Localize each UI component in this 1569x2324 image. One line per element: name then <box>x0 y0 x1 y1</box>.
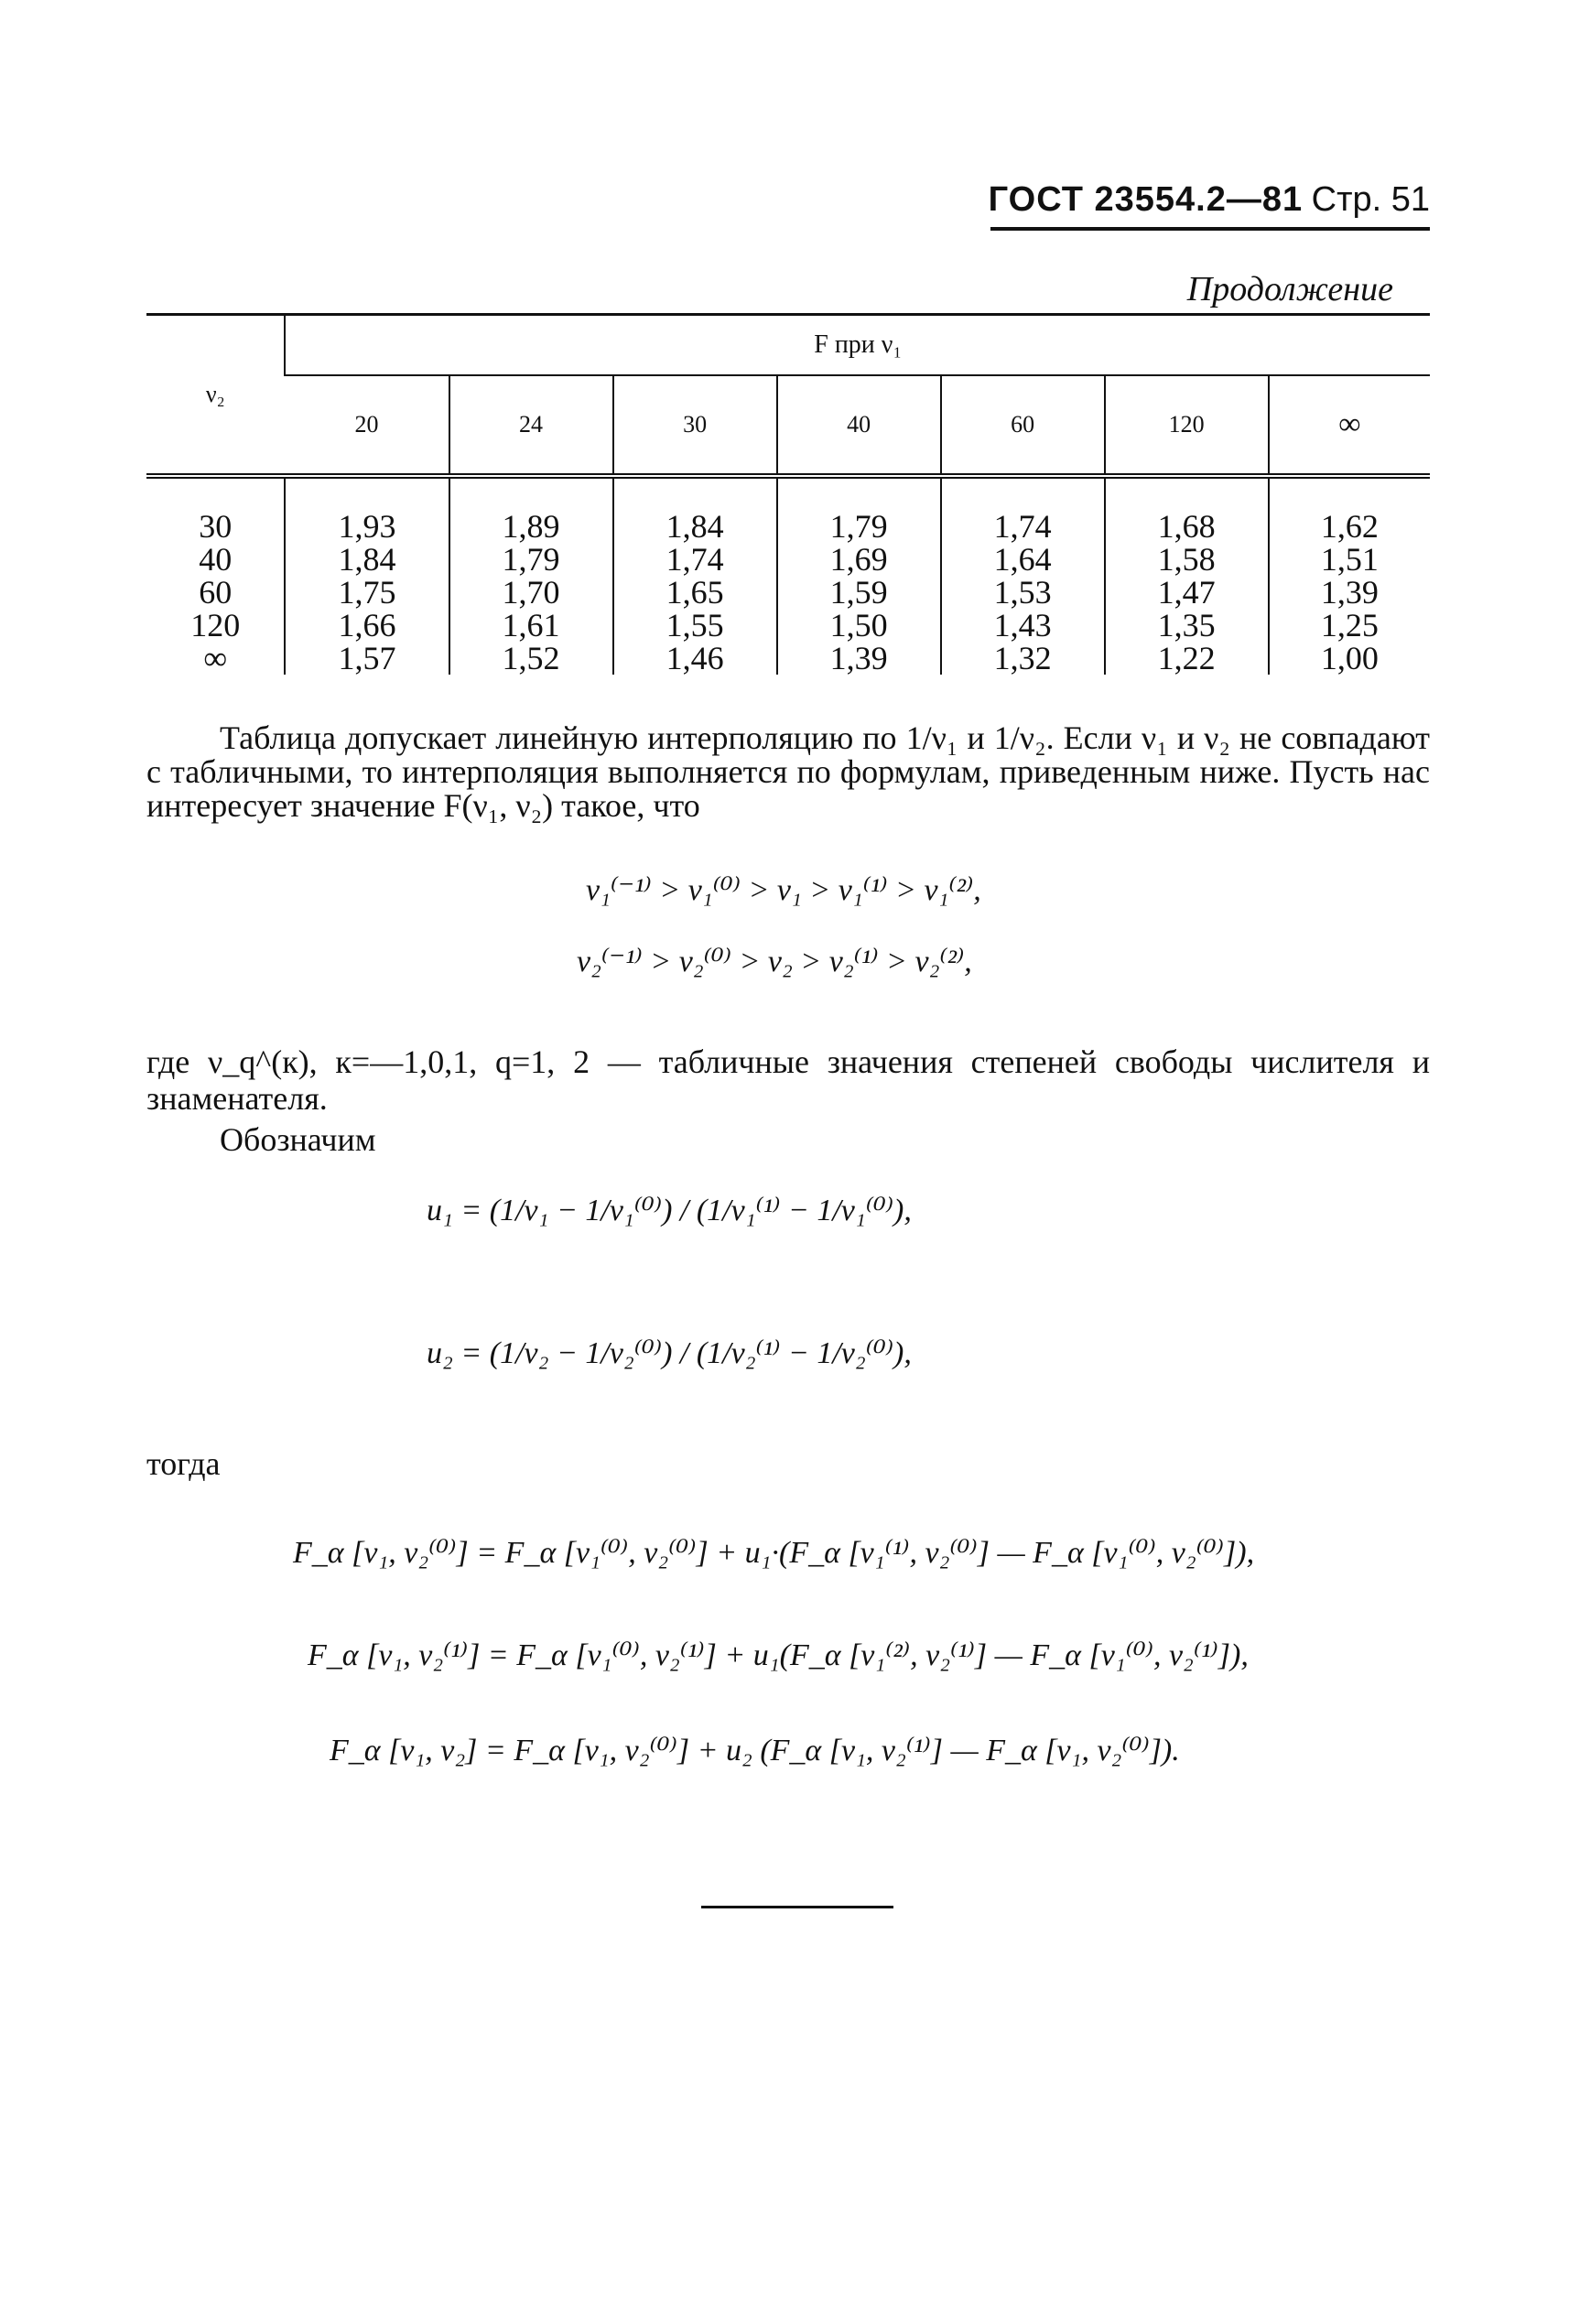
table-cell: 1,58 <box>1105 543 1269 576</box>
formula-f1: F_α [ν₁, ν₂⁽⁰⁾] = F_α [ν₁⁽⁰⁾, ν₂⁽⁰⁾] + u₁·(F_α [ν₁⁽¹⁾, ν₂⁽⁰⁾] — F_α [ν₁⁽⁰⁾, ν₂⁽⁰⁾]), <box>293 1536 1255 1570</box>
table-cell: 1,65 <box>613 576 777 609</box>
table-cell: 1,75 <box>285 576 449 609</box>
table-cell: 1,93 <box>285 476 449 543</box>
table-cell: 1,66 <box>285 609 449 642</box>
page-number: Стр. 51 <box>1311 180 1430 219</box>
group-header: F при ν₁ <box>285 315 1430 376</box>
table-row <box>146 543 1430 576</box>
inequality-nu1: ν₁⁽⁻¹⁾ > ν₁⁽⁰⁾ > ν₁ > ν₁⁽¹⁾ > ν₁⁽²⁾, <box>586 873 981 907</box>
table-cell: 1,89 <box>449 476 613 543</box>
column-header: 120 <box>1105 375 1269 476</box>
table-cell: 1,68 <box>1105 476 1269 543</box>
row-label: 60 <box>199 574 233 611</box>
table-cell: 1,84 <box>285 543 449 576</box>
table-cell: 1,59 <box>777 576 941 609</box>
table-cell: 1,52 <box>449 642 613 675</box>
interpolation-paragraph: Таблица допускает линейную интерполяцию по 1/ν₁ и 1/ν₂. Если ν₁ и ν₂ не совпадают с табличными, то интерполяция выполняется по формулам, приведенным ниже. Пусть нас интересует значение F(ν₁, ν₂) такое, что <box>146 719 1430 824</box>
table-cell: 1,32 <box>941 642 1105 675</box>
header-divider <box>990 227 1430 231</box>
table-cell: 1,70 <box>449 576 613 609</box>
table-cell: 1,69 <box>777 543 941 576</box>
table-cell: 1,35 <box>1105 609 1269 642</box>
table-cell: 1,62 <box>1269 476 1430 543</box>
table-cell: 1,25 <box>1269 609 1430 642</box>
column-header: 60 <box>941 375 1105 476</box>
table-cell: 1,57 <box>285 642 449 675</box>
table-cell: 1,50 <box>777 609 941 642</box>
table-cell: 1,00 <box>1269 642 1430 675</box>
inequality-nu2: ν₂⁽⁻¹⁾ > ν₂⁽⁰⁾ > ν₂ > ν₂⁽¹⁾ > ν₂⁽²⁾, <box>577 945 972 978</box>
table-cell: 1,74 <box>941 476 1105 543</box>
column-header: 24 <box>449 375 613 476</box>
table-cell: 1,55 <box>613 609 777 642</box>
table-cell: 1,39 <box>777 642 941 675</box>
table-cell: 1,79 <box>449 543 613 576</box>
where-paragraph: где ν_q^(к), к=—1,0,1, q=1, 2 — табличные значения степеней свободы числителя и знаменателя. <box>146 1043 1430 1117</box>
table-cell: 1,79 <box>777 476 941 543</box>
table-cell: 1,61 <box>449 609 613 642</box>
formula-u1: u₁ = (1/ν₁ − 1/ν₁⁽⁰⁾) / (1/ν₁⁽¹⁾ − 1/ν₁⁽⁰⁾), <box>427 1194 912 1227</box>
table-continuation-label: Продолжение <box>1186 270 1393 308</box>
row-label: 40 <box>199 541 233 578</box>
table-cell: 1,22 <box>1105 642 1269 675</box>
table-row <box>146 476 1430 543</box>
denote-label: Обозначим <box>220 1121 376 1158</box>
row-label: ∞ <box>203 640 228 676</box>
column-header: 30 <box>613 375 777 476</box>
table-cell: 1,43 <box>941 609 1105 642</box>
column-header: ∞ <box>1269 375 1430 476</box>
table-cell: 1,47 <box>1105 576 1269 609</box>
table-row <box>146 609 1430 642</box>
table-cell: 1,46 <box>613 642 777 675</box>
formula-u2: u₂ = (1/ν₂ − 1/ν₂⁽⁰⁾) / (1/ν₂⁽¹⁾ − 1/ν₂⁽⁰⁾), <box>427 1336 912 1370</box>
formula-f3: F_α [ν₁, ν₂] = F_α [ν₁, ν₂⁽⁰⁾] + u₂ (F_α [ν₁, ν₂⁽¹⁾] — F_α [ν₁, ν₂⁽⁰⁾]). <box>330 1734 1180 1767</box>
table-cell: 1,39 <box>1269 576 1430 609</box>
then-label: тогда <box>146 1445 221 1482</box>
table-row <box>146 576 1430 609</box>
table-cell: 1,64 <box>941 543 1105 576</box>
end-divider <box>701 1906 893 1908</box>
row-label: 120 <box>190 607 241 643</box>
table-cell: 1,74 <box>613 543 777 576</box>
table-row <box>146 642 1430 675</box>
row-header: ν₂ <box>146 315 285 477</box>
column-header: 40 <box>777 375 941 476</box>
column-header: 20 <box>285 375 449 476</box>
table-cell: 1,51 <box>1269 543 1430 576</box>
formula-f2: F_α [ν₁, ν₂⁽¹⁾] = F_α [ν₁⁽⁰⁾, ν₂⁽¹⁾] + u₁(F_α [ν₁⁽²⁾, ν₂⁽¹⁾] — F_α [ν₁⁽⁰⁾, ν₂⁽¹⁾]), <box>308 1638 1249 1672</box>
row-label: 30 <box>199 508 233 545</box>
standard-number: ГОСТ 23554.2—81 <box>988 180 1304 219</box>
f-distribution-table <box>146 313 1430 675</box>
page-header <box>835 179 1430 220</box>
table-cell: 1,84 <box>613 476 777 543</box>
table-cell: 1,53 <box>941 576 1105 609</box>
